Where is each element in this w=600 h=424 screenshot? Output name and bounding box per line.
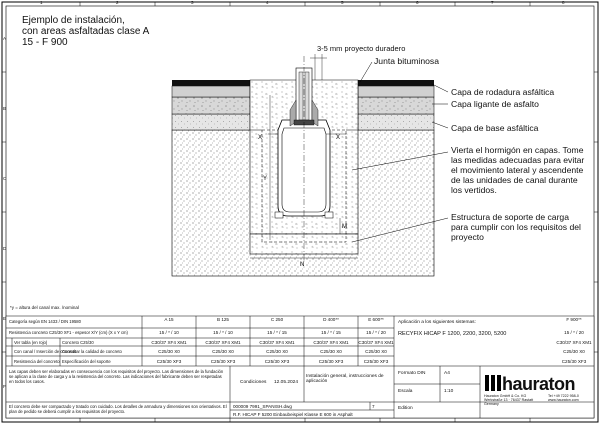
concrete-note-4: de las unidades de canal durante <box>451 175 578 185</box>
side-label-3: Resistencia del concreto <box>14 359 60 364</box>
wearing-course-label: Capa de rodadura asfáltica <box>451 87 555 97</box>
base-course-label: Capa de base asfáltica <box>451 123 539 133</box>
col-marker-6: 6 <box>416 0 419 5</box>
company-contact: Tel +49 7222 958-0 www.hauraton.com <box>548 394 579 403</box>
concrete-note-2: las medidas adecuadas para evitar <box>451 155 585 165</box>
col-marker-4: 4 <box>266 0 269 5</box>
col-marker-1: 1 <box>40 0 43 5</box>
binder-course-label: Capa ligante de asfalto <box>451 99 539 109</box>
col-marker-7: 7 <box>491 0 494 5</box>
row-steel-cell-f: C30/37 XF4 XM1 <box>556 340 592 345</box>
row-marker-c: C <box>3 176 7 181</box>
class-a15: A 15 <box>164 317 174 322</box>
row-steel-cell: C30/37 XF4 XM1 <box>313 340 349 345</box>
applies-label: Aplicación a los siguientes sistemas: <box>398 320 476 325</box>
format-label: Formato DIN <box>398 371 426 376</box>
conditions-label: Condiciones <box>240 380 267 385</box>
row-concrete-cell: 15 / * / 15 <box>321 330 341 335</box>
dim-y-label: Y <box>263 176 268 182</box>
small-notes-2: El concreto debe ser compactado y tratado con cuidado. Los detalles de armadura y dimensiones son orientativos. El plan de pedido se deberá cumplir a los requisitos del proyecto. <box>9 404 227 414</box>
class-e600: E 600** <box>368 317 384 322</box>
dim-n-label: N <box>300 262 305 268</box>
cross-section <box>172 54 434 276</box>
title-line-1: Ejemplo de instalación, <box>22 15 125 26</box>
row-c-label: Especificación del soporte <box>62 359 111 364</box>
hauraton-logo-icon <box>484 373 502 393</box>
support-note-2: para cumplir con los requisitos del <box>451 222 581 232</box>
footnote: *y = altura del canal max. /nominal <box>10 305 79 310</box>
row-b-cell: C25/30 X0 <box>266 349 288 354</box>
conditions-date: 12.05.2024 <box>274 380 299 385</box>
class-b125: B 125 <box>216 317 229 322</box>
row-marker-b: B <box>3 106 7 111</box>
scale-label: Escala <box>398 389 413 394</box>
table-header-label: Categoría según EN 1433 / DIN 19580 <box>9 319 81 324</box>
row-marker-f: F <box>3 384 6 389</box>
row-b-cell: C25/30 X0 <box>212 349 234 354</box>
side-label-2: Con canal / Inserción de concreto <box>14 349 77 354</box>
applies-value: RECYFIX HICAP F 1200, 2200, 3200, 5200 <box>398 331 507 337</box>
support-note-1: Estructura de soporte de carga <box>451 212 569 222</box>
title-line-3: 15 - F 900 <box>22 37 68 48</box>
row-steel-cell: C30/37 XF4 XM1 <box>151 340 187 345</box>
instructions-label: Instalación general, instrucciones de aplicación <box>306 374 384 385</box>
side-label-1: Ver tabla (en rojo) <box>14 340 48 345</box>
row-marker-a: A <box>3 36 7 41</box>
row-concrete-cell-f: 15 / * / 20 <box>564 330 584 335</box>
row-marker-d: D <box>3 246 7 251</box>
concrete-note-5: los vertidos. <box>451 185 497 195</box>
row-concrete-cell: 15 / * / 20 <box>366 330 386 335</box>
col-marker-3: 3 <box>191 0 194 5</box>
doc-number: 000009 7991_SPANISH.dwg <box>233 404 292 409</box>
row-b-cell-f: C25/30 X0 <box>563 349 585 354</box>
dim-x-label: X <box>258 135 263 141</box>
row-b-cell: C25/30 X0 <box>365 349 387 354</box>
concrete-note-3: el movimiento lateral y ascendente <box>451 165 584 175</box>
row-steel-cell: C30/37 XF4 XM1 <box>259 340 295 345</box>
brand-logo-text: hauraton <box>502 374 576 394</box>
company-address: Hauraton GmbH & Co. KG Werkstraße 13 · 76437 Rastatt Germany <box>484 394 534 407</box>
row-c-cell: C25/30 XF3 <box>363 359 389 364</box>
edition-label: Edition <box>398 406 413 411</box>
col-marker-8: 8 <box>562 0 565 5</box>
row-steel-cell: C30/37 XF4 XM1 <box>358 340 394 345</box>
format-value: A4 <box>444 371 450 376</box>
col-marker-2: 2 <box>116 0 119 5</box>
row-c-cell: C25/30 XF3 <box>156 359 182 364</box>
class-d400: D 400** <box>323 317 339 322</box>
class-c250: C 250 <box>270 317 284 322</box>
row-concrete-label: Resistencia concreto C25/30 XF1 - espesor X/Y (cm) (X x Y cm) <box>9 330 128 335</box>
row-steel-label: Concreto C25/30 <box>62 340 94 345</box>
row-b-label: Consultar la calidad de concreto <box>62 349 122 354</box>
concrete-note-1: Vierta el hormigón en capas. Tome <box>451 145 584 155</box>
gap-label: 3-5 mm proyecto duradero <box>317 44 406 53</box>
row-b-cell: C25/30 X0 <box>320 349 342 354</box>
row-steel-cell: C30/37 XF4 XM1 <box>205 340 241 345</box>
doc-title: R.F. HICAP F 5200 Einbaubeispiel Klasse E 600 in Asphalt <box>233 412 353 417</box>
dim-x2-label: X <box>336 135 341 141</box>
row-concrete-cell: 15 / * / 15 <box>267 330 287 335</box>
doc-page: 7 <box>372 404 375 409</box>
row-c-cell-f: C25/30 XF3 <box>561 359 587 364</box>
dim-m-label: M <box>342 224 347 230</box>
support-note-3: proyecto <box>451 232 484 242</box>
row-c-cell: C25/30 XF3 <box>210 359 236 364</box>
row-c-cell: C25/30 XF3 <box>318 359 344 364</box>
row-concrete-cell: 15 / * / 10 <box>159 330 179 335</box>
title-line-2: con areas asfaltadas clase A <box>22 26 150 37</box>
class-f900: F 900** <box>566 317 582 322</box>
scale-value: 1:10 <box>444 389 454 394</box>
col-marker-5: 5 <box>341 0 344 5</box>
row-marker-e: E <box>3 316 7 321</box>
row-b-cell: C25/30 X0 <box>158 349 180 354</box>
joint-label: Junta bituminosa <box>374 56 439 66</box>
small-notes: Las capas deben ser elaboradas en consecuencia con los requisitos del proyecto. Las dimensiones de la fundación se aplican a la clase de carga y a la resistencia del concreto. Las indicaciones del fabricante deben ser respetadas en todos los casos. <box>9 369 224 384</box>
row-concrete-cell: 15 / * / 10 <box>213 330 233 335</box>
row-c-cell: C25/30 XF3 <box>264 359 290 364</box>
